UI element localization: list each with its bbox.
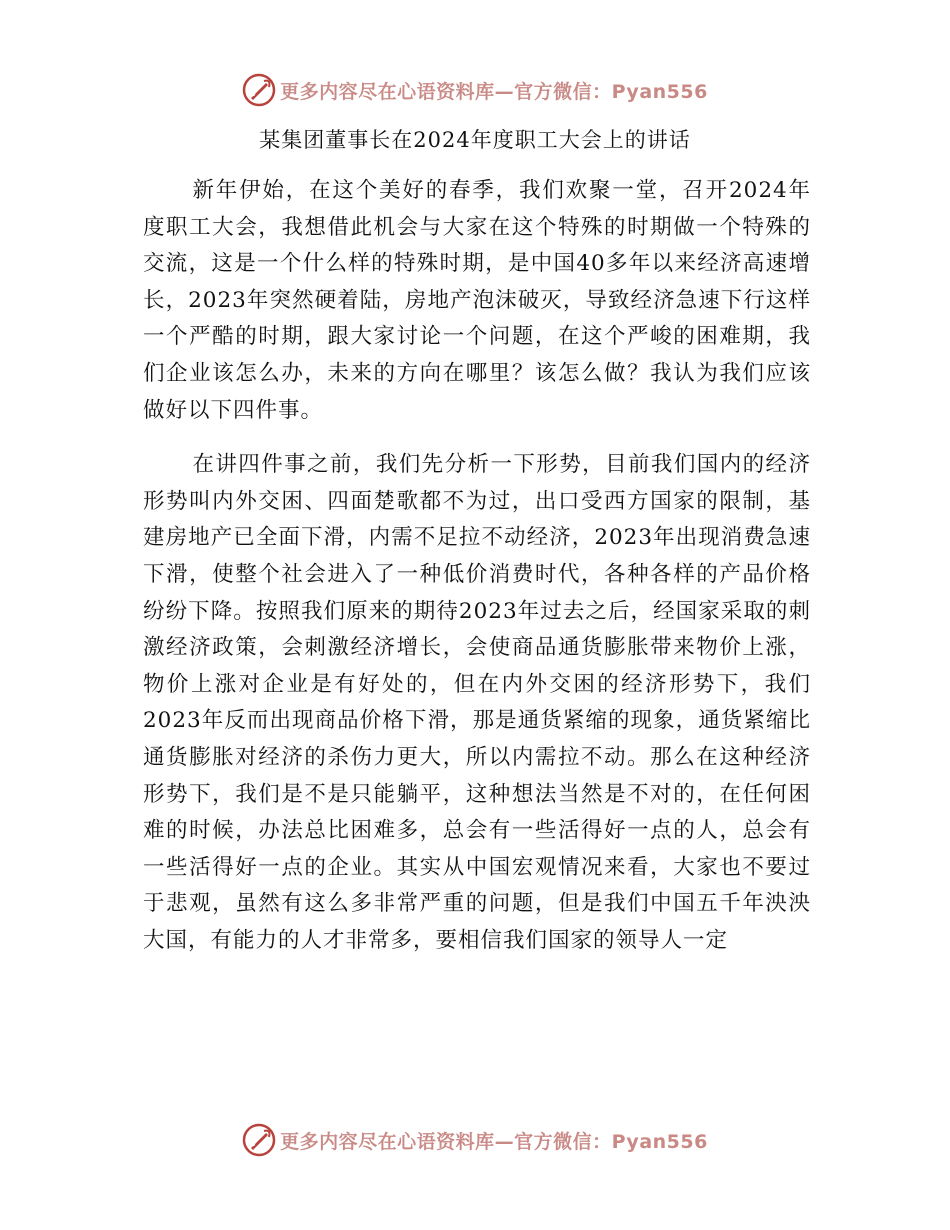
watermark-text: 更多内容尽在心语资料库—官方微信：Pyan556 — [280, 1130, 708, 1153]
quill-logo-icon — [242, 73, 276, 107]
paragraph-1: 新年伊始，在这个美好的春季，我们欢聚一堂，召开2024年度职工大会，我想借此机会与大家在这个特殊的时期做一个特殊的交流，这是一个什么样的特殊时期，是中国40多年以来经济高速增长，2023年突然硬着陆，房地产泡沫破灭，导致经济急速下行这样一个严酷的时期，跟大家讨论一个问题，在这个严峻的困难期，我们企业该怎么办，未来的方向在哪里？该怎么做？我认为我们应该做好以下四件事。 — [143, 178, 811, 423]
watermark-banner-top — [0, 70, 950, 110]
document-body — [143, 173, 811, 959]
document-title: 某集团董事长在2024年度职工大会上的讲话 — [259, 128, 691, 152]
watermark-text: 更多内容尽在心语资料库—官方微信：Pyan556 — [280, 80, 708, 103]
watermark-banner-bottom — [0, 1120, 950, 1160]
quill-logo-icon — [242, 1123, 276, 1157]
paragraph-2: 在讲四件事之前，我们先分析一下形势，目前我们国内的经济形势叫内外交困、四面楚歌都不为过，出口受西方国家的限制，基建房地产已全面下滑，内需不足拉不动经济，2023年出现消费急速下滑，使整个社会进入了一种低价消费时代，各种各样的产品价格纷纷下降。按照我们原来的期待2023年过去之后，经国家采取的刺激经济政策，会刺激经济增长，会使商品通货膨胀带来物价上涨，物价上涨对企业是有好处的，但在内外交困的经济形势下，我们2023年反而出现商品价格下滑，那是通货紧缩的现象，通货紧缩比通货膨胀对经济的杀伤力更大，所以内需拉不动。那么在这种经济形势下，我们是不是只能躺平，这种想法当然是不对的，在任何困难的时候，办法总比困难多，总会有一些活得好一点的人，总会有一些活得好一点的企业。其实从中国宏观情况来看，大家也不要过于悲观，虽然有这么多非常严重的问题，但是我们中国五千年泱泱大国，有能力的人才非常多，要相信我们国家的领导人一定 — [143, 452, 811, 953]
